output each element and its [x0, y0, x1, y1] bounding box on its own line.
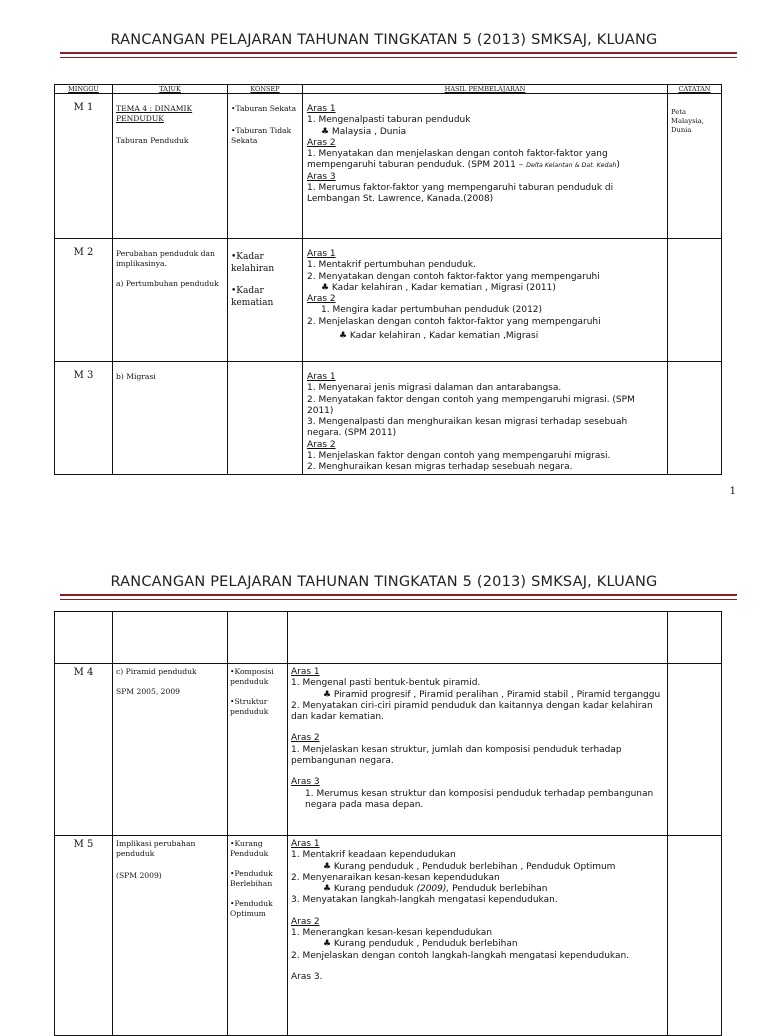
- tajuk-subtitle: Taburan Penduduk: [116, 136, 189, 145]
- outcome-bullet: ♣ Kurang penduduk , Penduduk berlebihan , Penduduk Optimum: [323, 861, 616, 872]
- outcome-bullet: ♣ Kurang penduduk , Penduduk berlebihan: [323, 939, 518, 950]
- outcome-item: 2. Menyatakan faktor dengan contoh yang mempengaruhi migrasi. (SPM 2011): [307, 394, 635, 416]
- outcome-item: 1. Menerangkan kesan-kesan kependudukan: [291, 928, 493, 939]
- week-cell: M 4: [55, 664, 113, 836]
- week-cell: M 5: [55, 836, 113, 1036]
- week-cell: M 3: [55, 362, 113, 475]
- konsep-item: •Taburan Sekata: [231, 104, 297, 113]
- konsep-item: •Taburan Tidak Sekata: [231, 126, 292, 145]
- header-rule-thin: [60, 57, 737, 58]
- outcome-item: 2. Menyatakan dengan contoh faktor-faktor yang mempengaruhi: [307, 271, 600, 282]
- aras-heading: Aras 1: [307, 249, 336, 259]
- outcome-bullet: ♣ Malaysia , Dunia: [321, 126, 407, 137]
- outcome-item: 1. Mengenal pasti bentuk-bentuk piramid.: [291, 678, 481, 689]
- tajuk-subtitle: (SPM 2009): [116, 871, 162, 880]
- outcome-item: 1. Mengira kadar pertumbuhan penduduk (2012): [321, 305, 543, 316]
- col-header-minggu: MINGGU: [55, 85, 113, 94]
- page-title: RANCANGAN PELAJARAN TAHUNAN TINGKATAN 5 (2013) SMKSAJ, KLUANG: [110, 574, 658, 590]
- blank-header-row: [55, 612, 722, 664]
- catatan-cell: [668, 239, 722, 362]
- tajuk-cell: [113, 94, 228, 239]
- tajuk-subtitle: a) Pertumbuhan penduduk: [116, 279, 219, 288]
- outcome-text-end: ): [616, 160, 620, 171]
- outcome-item: 2. Menjelaskan dengan contoh langkah-langkah mengatasi kependudukan.: [291, 950, 630, 961]
- konsep-cell: [228, 239, 303, 362]
- tajuk-cell: [113, 664, 228, 836]
- tajuk-title: TEMA 4 : DINAMIK PENDUDUK: [116, 104, 193, 123]
- header-rule: [60, 594, 737, 596]
- table-row: [55, 239, 722, 362]
- konsep-item: •Kadar kematian: [231, 286, 274, 308]
- tajuk-title: Perubahan penduduk dan implikasinya.: [116, 249, 215, 268]
- page-number: 1: [729, 486, 736, 497]
- aras-heading: Aras 2: [291, 916, 320, 927]
- outcome-item: 2. Menjelaskan dengan contoh faktor-faktor yang mempengaruhi: [307, 316, 601, 327]
- aras-heading: Aras 3: [307, 171, 336, 182]
- konsep-cell: [228, 664, 288, 836]
- tajuk-cell: [113, 362, 228, 475]
- hasil-cell: [303, 239, 668, 362]
- catatan-cell: [668, 664, 722, 836]
- outcome-year: (2009),: [416, 884, 450, 895]
- table-row: [55, 664, 722, 836]
- aras-heading: Aras 2: [307, 439, 336, 450]
- konsep-item: •Kurang Penduduk: [230, 839, 269, 858]
- outcome-bullet: ♣ Kadar kelahiran , Kadar kematian ,Migrasi: [339, 331, 539, 342]
- header-rule-thin: [60, 599, 737, 600]
- catatan-cell: Peta Malaysia, Dunia: [668, 94, 722, 239]
- lesson-plan-table: [54, 84, 722, 475]
- aras-heading: Aras 2: [291, 733, 320, 744]
- outcome-note: Delta Kelantan & Dat. Kedah: [526, 162, 617, 170]
- aras-heading: Aras 2: [307, 294, 336, 305]
- week-cell: M 1: [55, 94, 113, 239]
- catatan-cell: [668, 836, 722, 1036]
- outcome-text: ♣ Kurang penduduk: [323, 884, 417, 895]
- outcome-bullet: ♣ Kadar kelahiran , Kadar kematian , Migrasi (2011): [321, 282, 556, 293]
- outcome-item: [307, 149, 663, 172]
- outcome-item: 1. Menjelaskan kesan struktur, jumlah dan komposisi penduduk terhadap pembangunan negara.: [291, 744, 622, 767]
- konsep-cell: [228, 362, 303, 475]
- week-cell: M 2: [55, 239, 113, 362]
- outcome-item: 2. Menghuraikan kesan migras terhadap sesebuah negara.: [307, 462, 573, 473]
- outcome-text: 1. Menyatakan dan menjelaskan dengan contoh faktor-faktor yang mempengaruhi taburan penduduk. (SPM 2011 –: [307, 149, 608, 171]
- outcome-bullet: [291, 884, 664, 895]
- tajuk-cell: [113, 836, 228, 1036]
- outcome-item: 1. Menjelaskan faktor dengan contoh yang mempengaruhi migrasi.: [307, 451, 611, 462]
- hasil-cell: [303, 362, 668, 475]
- outcome-item: 1. Merumus faktor-faktor yang mempengaruhi taburan penduduk di Lembangan St. Lawrence, Kanada.(2008): [307, 183, 614, 205]
- col-header-hasil: HASIL PEMBELAJARAN: [303, 85, 668, 94]
- catatan-cell: [668, 362, 722, 475]
- konsep-cell: [228, 836, 288, 1036]
- outcome-bullet: ♣ Piramid progresif , Piramid peralihan , Piramid stabil , Piramid terganggu: [323, 689, 661, 700]
- konsep-cell: [228, 94, 303, 239]
- outcome-item: 1. Mentakrif keadaan kependudukan: [291, 850, 456, 861]
- aras-heading: Aras 3: [291, 777, 320, 788]
- konsep-item: •Penduduk Berlebihan: [230, 869, 273, 888]
- aras-heading: Aras 1: [291, 667, 320, 677]
- table-row: [55, 94, 722, 239]
- konsep-item: •Struktur penduduk: [230, 697, 269, 716]
- konsep-item: •Komposisi penduduk: [230, 667, 274, 686]
- outcome-item: 1. Mengenalpasti taburan penduduk: [307, 115, 471, 126]
- outcome-item: 1. Menyenarai jenis migrasi dalaman dan antarabangsa.: [307, 383, 562, 394]
- hasil-cell: [288, 836, 668, 1036]
- aras-heading: Aras 3.: [291, 971, 323, 982]
- konsep-item: •Kadar kelahiran: [231, 252, 275, 274]
- aras-heading: Aras 1: [307, 104, 336, 114]
- aras-heading: Aras 2: [307, 137, 336, 148]
- outcome-item: 2. Menyatakan ciri-ciri piramid penduduk dan kaitannya dengan kadar kelahiran dan kadar kematian.: [291, 700, 653, 723]
- aras-heading: Aras 1: [291, 839, 320, 849]
- table-row: [55, 362, 722, 475]
- outcome-item: 2. Menyenaraikan kesan-kesan kependudukan: [291, 872, 500, 883]
- outcome-item: 1. Mentakrif pertumbuhan penduduk.: [307, 260, 476, 271]
- col-header-catatan: CATATAN: [668, 85, 722, 94]
- col-header-konsep: KONSEP: [228, 85, 303, 94]
- tajuk-title: Implikasi perubahan penduduk: [116, 839, 196, 858]
- tajuk-title: c) Piramid penduduk: [116, 667, 197, 676]
- table-row: [55, 836, 722, 1036]
- tajuk-subtitle: SPM 2005, 2009: [116, 687, 180, 696]
- tajuk-title: b) Migrasi: [116, 372, 156, 381]
- outcome-text: Penduduk berlebihan: [449, 884, 548, 895]
- hasil-cell: [288, 664, 668, 836]
- hasil-cell: [303, 94, 668, 239]
- table-header-row: [55, 85, 722, 94]
- outcome-item: 1. Merumus kesan struktur dan komposisi penduduk terhadap pembangunan negara pada masa depan.: [305, 788, 654, 810]
- header-rule: [60, 52, 737, 54]
- aras-heading: Aras 1: [307, 372, 336, 382]
- konsep-item: •Penduduk Optimum: [230, 899, 273, 918]
- page-title: RANCANGAN PELAJARAN TAHUNAN TINGKATAN 5 (2013) SMKSAJ, KLUANG: [110, 32, 658, 48]
- outcome-item: 3. Mengenalpasti dan menghuraikan kesan migrasi terhadap sesebuah negara. (SPM 2011): [307, 417, 628, 439]
- lesson-plan-table: [54, 611, 722, 1036]
- col-header-tajuk: TAJUK: [113, 85, 228, 94]
- outcome-item: 3. Menyatakan langkah-langkah mengatasi kependudukan.: [291, 895, 558, 906]
- tajuk-cell: [113, 239, 228, 362]
